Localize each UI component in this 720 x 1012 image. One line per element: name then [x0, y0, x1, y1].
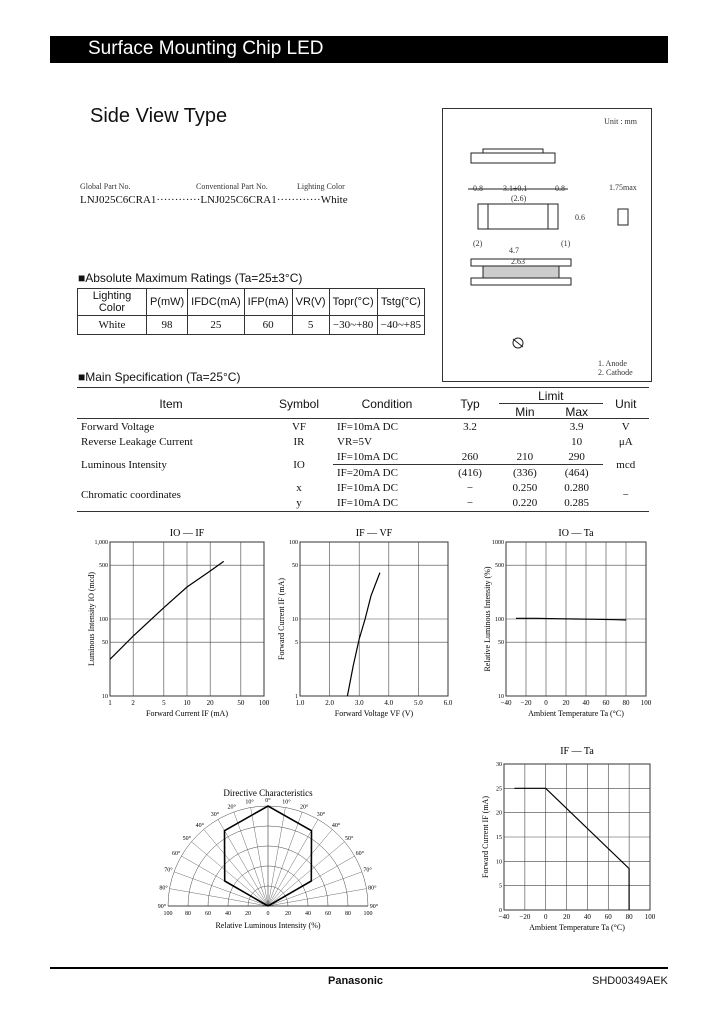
ms-item: Chromatic coordinates	[81, 489, 181, 501]
radial-tick-label: 60	[325, 911, 331, 917]
radial-tick-label: 80	[185, 911, 191, 917]
x-tick-label: 100	[258, 699, 270, 707]
x-tick-label: 20	[562, 699, 570, 707]
part-number-line: LNJ025C6CRA1············LNJ025C6CRA1············White	[80, 194, 348, 206]
ms-typ: 3.2	[463, 420, 477, 433]
table-row	[77, 419, 649, 434]
ms-typ: −	[466, 481, 474, 494]
if-vf-chart	[278, 524, 458, 724]
y-tick-label: 1	[295, 694, 298, 700]
chart-title: IO — IF	[169, 528, 205, 539]
radial-tick-label: 0	[266, 911, 270, 917]
radial-tick-label: 100	[163, 911, 173, 917]
series-line	[514, 788, 629, 910]
x-tick-label: 3.0	[354, 699, 364, 707]
dim-height: 0.6	[575, 213, 585, 222]
amr-cell: −30~+80	[329, 316, 377, 335]
y-tick-label: 1000	[492, 540, 504, 546]
angle-tick-label: 50°	[182, 835, 192, 842]
ms-max: (464)	[564, 466, 589, 479]
amr-header: IFDC(mA)	[188, 289, 245, 316]
angle-tick-label: 40°	[331, 822, 341, 829]
ms-unit: mcd	[616, 458, 636, 471]
dim-right-pad: 0.8	[555, 184, 565, 193]
angle-tick-label: 40°	[195, 822, 205, 829]
directive-chart	[148, 778, 388, 938]
ms-typ: (416)	[458, 466, 482, 479]
x-tick-label: 1.0	[295, 699, 305, 707]
y-axis-label: Relative Luminous Intensity (%)	[483, 566, 492, 672]
dim-max-height: 1.75max	[609, 183, 637, 192]
dim-total-length: 4.7	[509, 246, 519, 255]
ms-header-symbol: Symbol	[278, 396, 319, 411]
series-line	[347, 573, 380, 696]
amr-cell: 25	[188, 316, 245, 335]
ms-unit: V	[621, 420, 630, 433]
dim-inner-width: (2.6)	[511, 194, 527, 203]
radial-tick-label: 40	[305, 911, 311, 917]
y-tick-label: 10	[292, 617, 298, 623]
y-tick-label: 15	[496, 835, 502, 841]
ms-typ: −	[466, 496, 474, 509]
x-tick-label: 20	[206, 699, 214, 707]
amr-header: IFP(mA)	[244, 289, 292, 316]
ms-max: 10	[571, 435, 583, 448]
ms-header-typ: Typ	[460, 396, 480, 411]
amr-header: Topr(°C)	[329, 289, 377, 316]
abs-max-table	[77, 288, 425, 335]
ms-max: 0.280	[564, 481, 590, 494]
y-tick-label: 100	[99, 617, 108, 623]
y-tick-label: 500	[495, 563, 504, 570]
ms-max: 3.9	[569, 420, 584, 433]
ms-unit: μA	[618, 435, 633, 448]
ms-min	[499, 419, 551, 434]
ms-header-min: Min	[515, 404, 535, 419]
angle-tick-label: 10°	[245, 799, 254, 806]
table-row	[77, 449, 649, 465]
ms-min: 210	[499, 449, 551, 465]
x-tick-label: 100	[640, 699, 652, 707]
y-tick-label: 0	[499, 908, 502, 914]
abs-max-title: ■Absolute Maximum Ratings (Ta=25±3°C)	[78, 271, 303, 285]
ms-condition: IF=10mA DC	[337, 481, 398, 494]
y-tick-label: 20	[496, 810, 502, 817]
series-line	[110, 561, 224, 659]
x-tick-label: 60	[604, 913, 612, 921]
io-if-chart	[76, 524, 272, 724]
ms-min: 0.250	[512, 481, 538, 494]
angle-tick-label: 20°	[227, 804, 236, 811]
x-axis-label: Forward Current IF (mA)	[146, 709, 228, 718]
amr-cell: White	[78, 316, 147, 335]
ms-typ	[441, 434, 499, 449]
ms-header-item: Item	[159, 396, 183, 411]
radial-tick-label: 60	[205, 911, 211, 917]
x-tick-label: −40	[500, 699, 512, 707]
main-spec-table	[77, 388, 649, 510]
lighting-color-label: Lighting Color	[297, 182, 345, 191]
y-tick-label: 5	[295, 640, 298, 647]
x-axis-label: Ambient Temperature Ta (°C)	[528, 709, 624, 718]
x-axis-label: Relative Luminous Intensity (%)	[215, 921, 321, 930]
x-axis-label: Forward Voltage VF (V)	[334, 709, 414, 718]
x-tick-label: 60	[602, 699, 610, 707]
pin-2-label: (2)	[473, 239, 483, 248]
y-tick-label: 50	[498, 640, 504, 647]
brand-logo: Panasonic	[328, 975, 384, 987]
x-tick-label: 0	[544, 699, 548, 707]
ms-symbol: IR	[293, 435, 305, 448]
x-tick-label: 40	[582, 699, 590, 707]
x-tick-label: 1	[108, 699, 112, 707]
amr-cell: 60	[244, 316, 292, 335]
angle-tick-label: 80°	[368, 885, 377, 892]
x-tick-label: 20	[563, 913, 571, 921]
angle-tick-label: 70°	[164, 867, 173, 874]
table-row	[77, 434, 649, 449]
angle-tick-label: 10°	[282, 799, 291, 806]
amr-cell: −40~+85	[377, 316, 424, 335]
angle-tick-label: 20°	[300, 804, 309, 811]
angle-tick-label: 90°	[157, 904, 167, 910]
if-ta-chart	[466, 742, 656, 938]
ms-condition: IF=10mA DC	[337, 496, 398, 509]
x-tick-label: 10	[183, 699, 191, 707]
x-tick-label: −40	[498, 913, 510, 921]
ms-symbol: VF	[291, 420, 307, 433]
x-tick-label: 40	[583, 913, 591, 921]
angle-tick-label: 60°	[171, 851, 181, 857]
ms-symbol: IO	[293, 458, 305, 471]
dim-pad-length: 2.63	[511, 257, 525, 266]
ms-item: Luminous Intensity	[81, 458, 167, 471]
x-tick-label: 50	[237, 699, 245, 707]
x-tick-label: 100	[644, 913, 656, 921]
angle-tick-label: 90°	[369, 904, 379, 910]
ms-symbol: y	[296, 496, 302, 509]
ms-header-condition: Condition	[361, 396, 413, 411]
ms-min: 0.220	[512, 496, 538, 509]
angle-tick-label: 30°	[316, 812, 326, 819]
table-row	[77, 480, 649, 495]
angle-tick-label: 0°	[265, 798, 271, 804]
y-tick-label: 25	[496, 786, 502, 793]
x-tick-label: 0	[543, 913, 548, 921]
amr-header: P(mW)	[146, 289, 187, 316]
x-tick-label: 5	[162, 699, 166, 707]
ms-symbol: x	[296, 481, 302, 494]
ms-max: 290	[551, 449, 603, 465]
angle-tick-label: 50°	[344, 835, 354, 842]
radial-tick-label: 40	[225, 911, 231, 917]
section-title: Side View Type	[90, 105, 228, 127]
y-axis-label: Forward Current IF (mA)	[481, 796, 490, 878]
unit-label: Unit : mm	[604, 117, 637, 126]
document-number: SHD00349AEK	[592, 975, 668, 987]
y-tick-label: 30	[496, 762, 502, 768]
ms-header-max: Max	[565, 404, 588, 419]
ms-unit: −	[622, 489, 629, 501]
ms-max: 0.285	[564, 496, 590, 509]
ms-typ: 260	[441, 449, 499, 465]
x-axis-label: Ambient Temperature Ta (°C)	[529, 923, 625, 932]
radial-tick-label: 20	[285, 911, 291, 917]
chart-title: IF — Ta	[560, 746, 594, 757]
amr-cell: 98	[146, 316, 187, 335]
footer-line	[50, 967, 668, 969]
angle-tick-label: 30°	[210, 812, 220, 819]
x-tick-label: 2.0	[325, 699, 334, 707]
radial-tick-label: 100	[363, 911, 373, 917]
y-tick-label: 100	[289, 540, 298, 546]
amr-header: VR(V)	[292, 289, 329, 316]
legend-cathode: 2. Cathode	[598, 368, 633, 377]
x-tick-label: 80	[625, 913, 633, 921]
x-tick-label: −20	[520, 699, 532, 707]
y-tick-label: 10	[496, 859, 502, 866]
conventional-part-label: Conventional Part No.	[196, 182, 268, 191]
y-tick-label: 1,000	[94, 540, 108, 546]
dim-body-width: 3.1±0.1	[503, 184, 528, 193]
global-part-label: Global Part No.	[80, 182, 131, 191]
x-tick-label: 6.0	[443, 699, 453, 707]
main-spec-title: ■Main Specification (Ta=25°C)	[78, 370, 241, 384]
ms-condition: IF=10mA DC	[333, 449, 441, 465]
amr-header: Tstg(°C)	[377, 289, 424, 316]
io-ta-chart	[470, 524, 650, 724]
y-tick-label: 50	[292, 563, 298, 570]
radial-tick-label: 20	[245, 911, 251, 917]
y-tick-label: 50	[102, 640, 108, 647]
y-tick-label: 100	[495, 617, 504, 623]
chart-title: Directive Characteristics	[223, 788, 313, 798]
ms-condition: VR=5V	[337, 435, 372, 448]
page-title: Surface Mounting Chip LED	[88, 38, 324, 59]
ms-item: Forward Voltage	[81, 420, 155, 433]
x-tick-label: 2	[131, 699, 135, 707]
y-tick-label: 10	[102, 694, 108, 700]
outline-drawing	[442, 108, 652, 382]
ms-min	[499, 434, 551, 449]
angle-tick-label: 70°	[363, 867, 372, 874]
x-tick-label: 80	[622, 699, 630, 707]
ms-condition: IF=20mA DC	[337, 466, 398, 479]
ms-item: Reverse Leakage Current	[81, 435, 193, 448]
radial-tick-label: 80	[345, 911, 351, 917]
ms-header-limit: Limit	[499, 388, 603, 404]
angle-tick-label: 80°	[159, 885, 168, 892]
ms-condition: IF=10mA DC	[337, 420, 398, 433]
ms-header-unit: Unit	[615, 396, 637, 411]
legend-anode: 1. Anode	[598, 359, 627, 368]
amr-header: Lighting Color	[78, 289, 147, 316]
y-axis-label: Luminous Intensity IO (mcd)	[87, 572, 96, 666]
amr-cell: 5	[292, 316, 329, 335]
y-tick-label: 5	[499, 883, 502, 890]
dim-left-pad: 0.8	[473, 184, 483, 193]
y-tick-label: 500	[99, 563, 108, 570]
x-tick-label: −20	[519, 913, 531, 921]
chart-title: IO — Ta	[558, 528, 594, 539]
x-tick-label: 4.0	[384, 699, 394, 707]
y-axis-label: Forward Current IF (mA)	[277, 578, 286, 660]
pin-1-label: (1)	[561, 239, 571, 248]
chart-title: IF — VF	[355, 528, 393, 539]
angle-tick-label: 60°	[355, 851, 365, 857]
ms-min: (336)	[512, 466, 537, 479]
x-tick-label: 5.0	[414, 699, 423, 707]
y-tick-label: 10	[498, 694, 504, 700]
